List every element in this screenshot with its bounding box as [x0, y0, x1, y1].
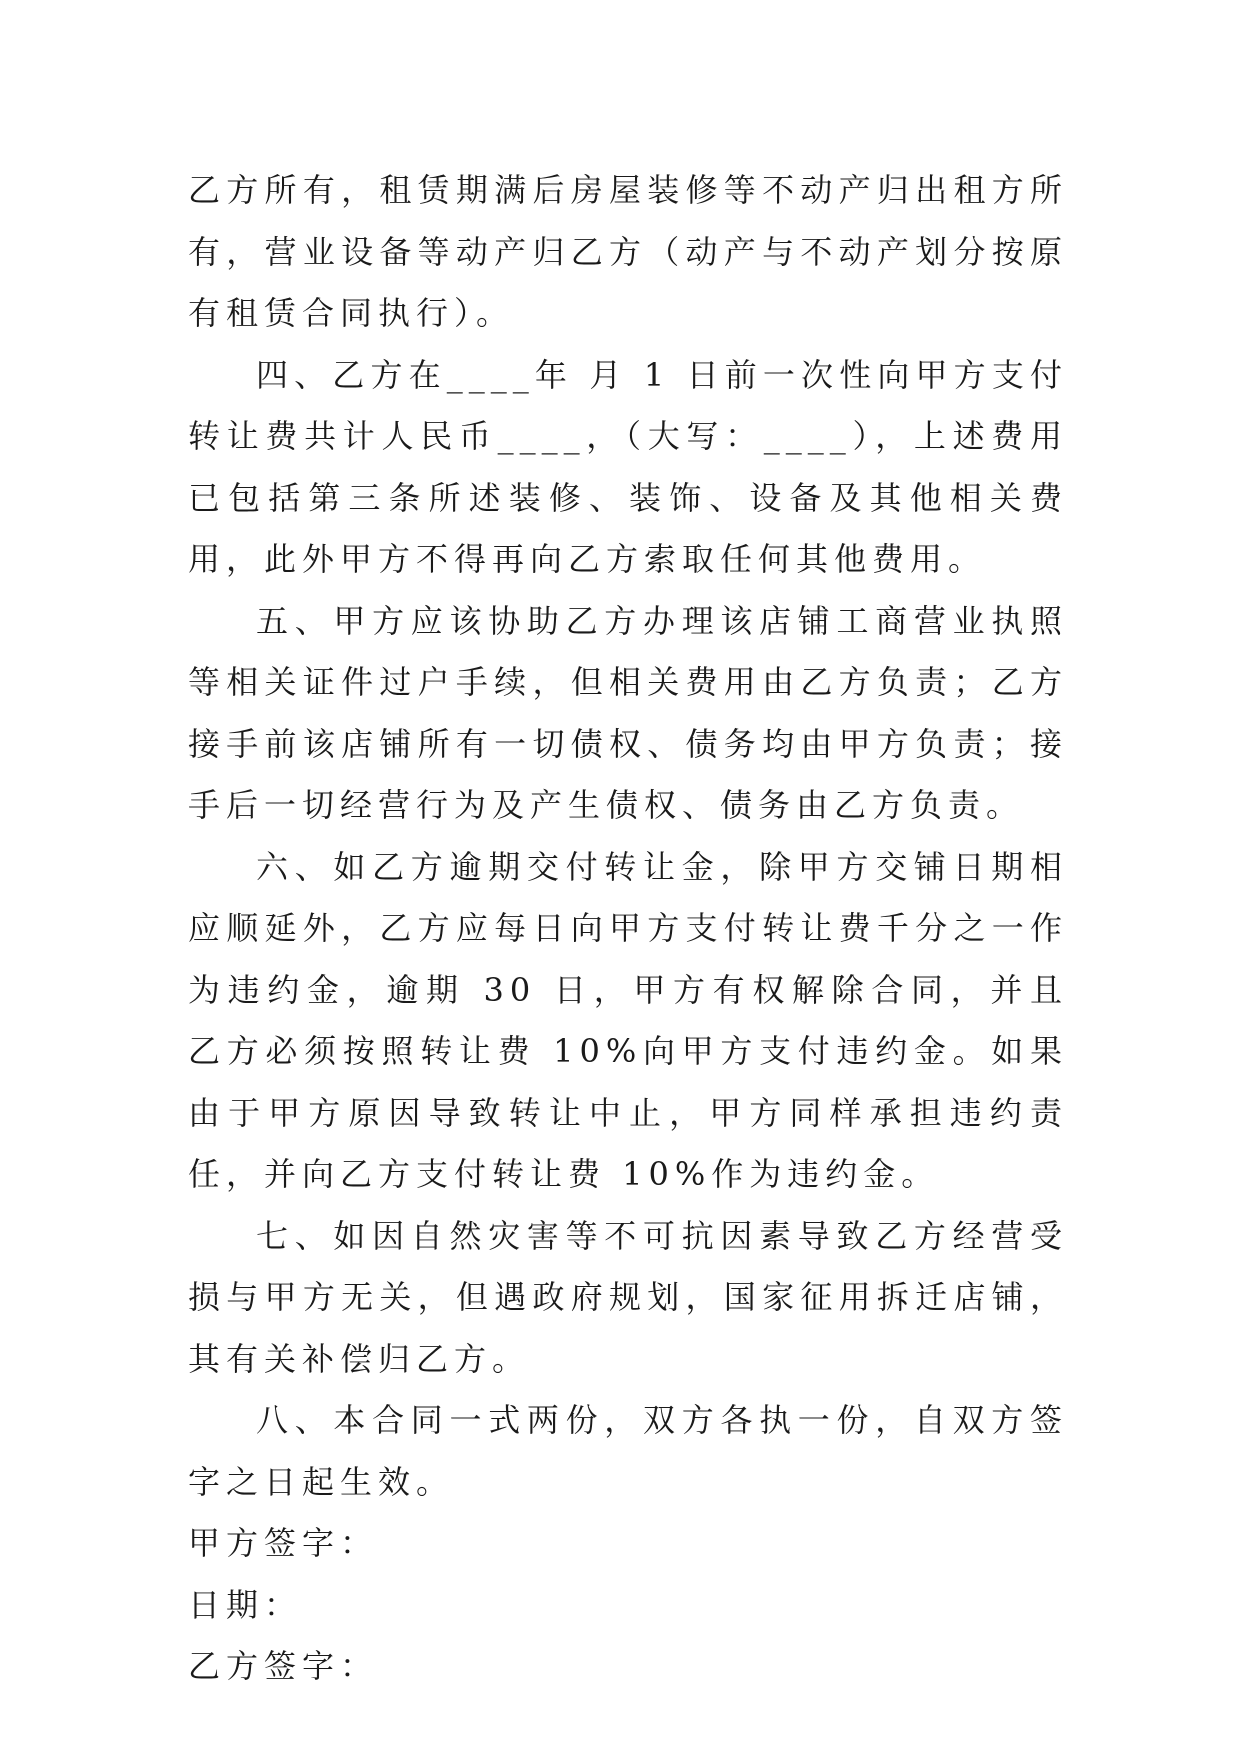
party-a-signature-label: 甲方签字： — [188, 1524, 379, 1562]
clause-seven: 七、如因自然灾害等不可抗因素导致乙方经营受损与甲方无关，但遇政府规划，国家征用拆迁店铺，其有关补偿归乙方。 — [188, 1216, 1068, 1378]
clause-five: 五、甲方应该协助乙方办理该店铺工商营业执照等相关证件过户手续，但相关费用由乙方负责；乙方接手前该店铺所有一切债权、债务均由甲方负责；接手后一切经营行为及产生债权、债务由乙方负责。 — [188, 601, 1068, 824]
clause-eight: 八、本合同一式两份，双方各执一份，自双方签字之日起生效。 — [188, 1401, 1068, 1501]
clause-four: 四、乙方在____年 月 1 日前一次性向甲方支付转让费共计人民币____，（大写：____），上述费用已包括第三条所述装修、装饰、设备及其他相关费用，此外甲方不得再向乙方索取任何其他费用。 — [188, 355, 1068, 578]
date-label: 日期： — [188, 1585, 303, 1624]
contract-body — [188, 160, 1068, 1698]
paragraph-continuation: 乙方所有，租赁期满后房屋装修等不动产归出租方所有，营业设备等动产归乙方（动产与不动产划分按原有租赁合同执行）。 — [188, 171, 1068, 332]
clause-six: 六、如乙方逾期交付转让金，除甲方交铺日期相应顺延外，乙方应每日向甲方支付转让费千分之一作为违约金，逾期 30 日，甲方有权解除合同，并且乙方必须按照转让费 10%向甲方支付违约金。如果由于甲方原因导致转让中止，甲方同样承担违约责任，并向乙方支付转让费 10%作为违约金。 — [188, 847, 1068, 1193]
party-b-signature-label: 乙方签字： — [188, 1647, 379, 1685]
